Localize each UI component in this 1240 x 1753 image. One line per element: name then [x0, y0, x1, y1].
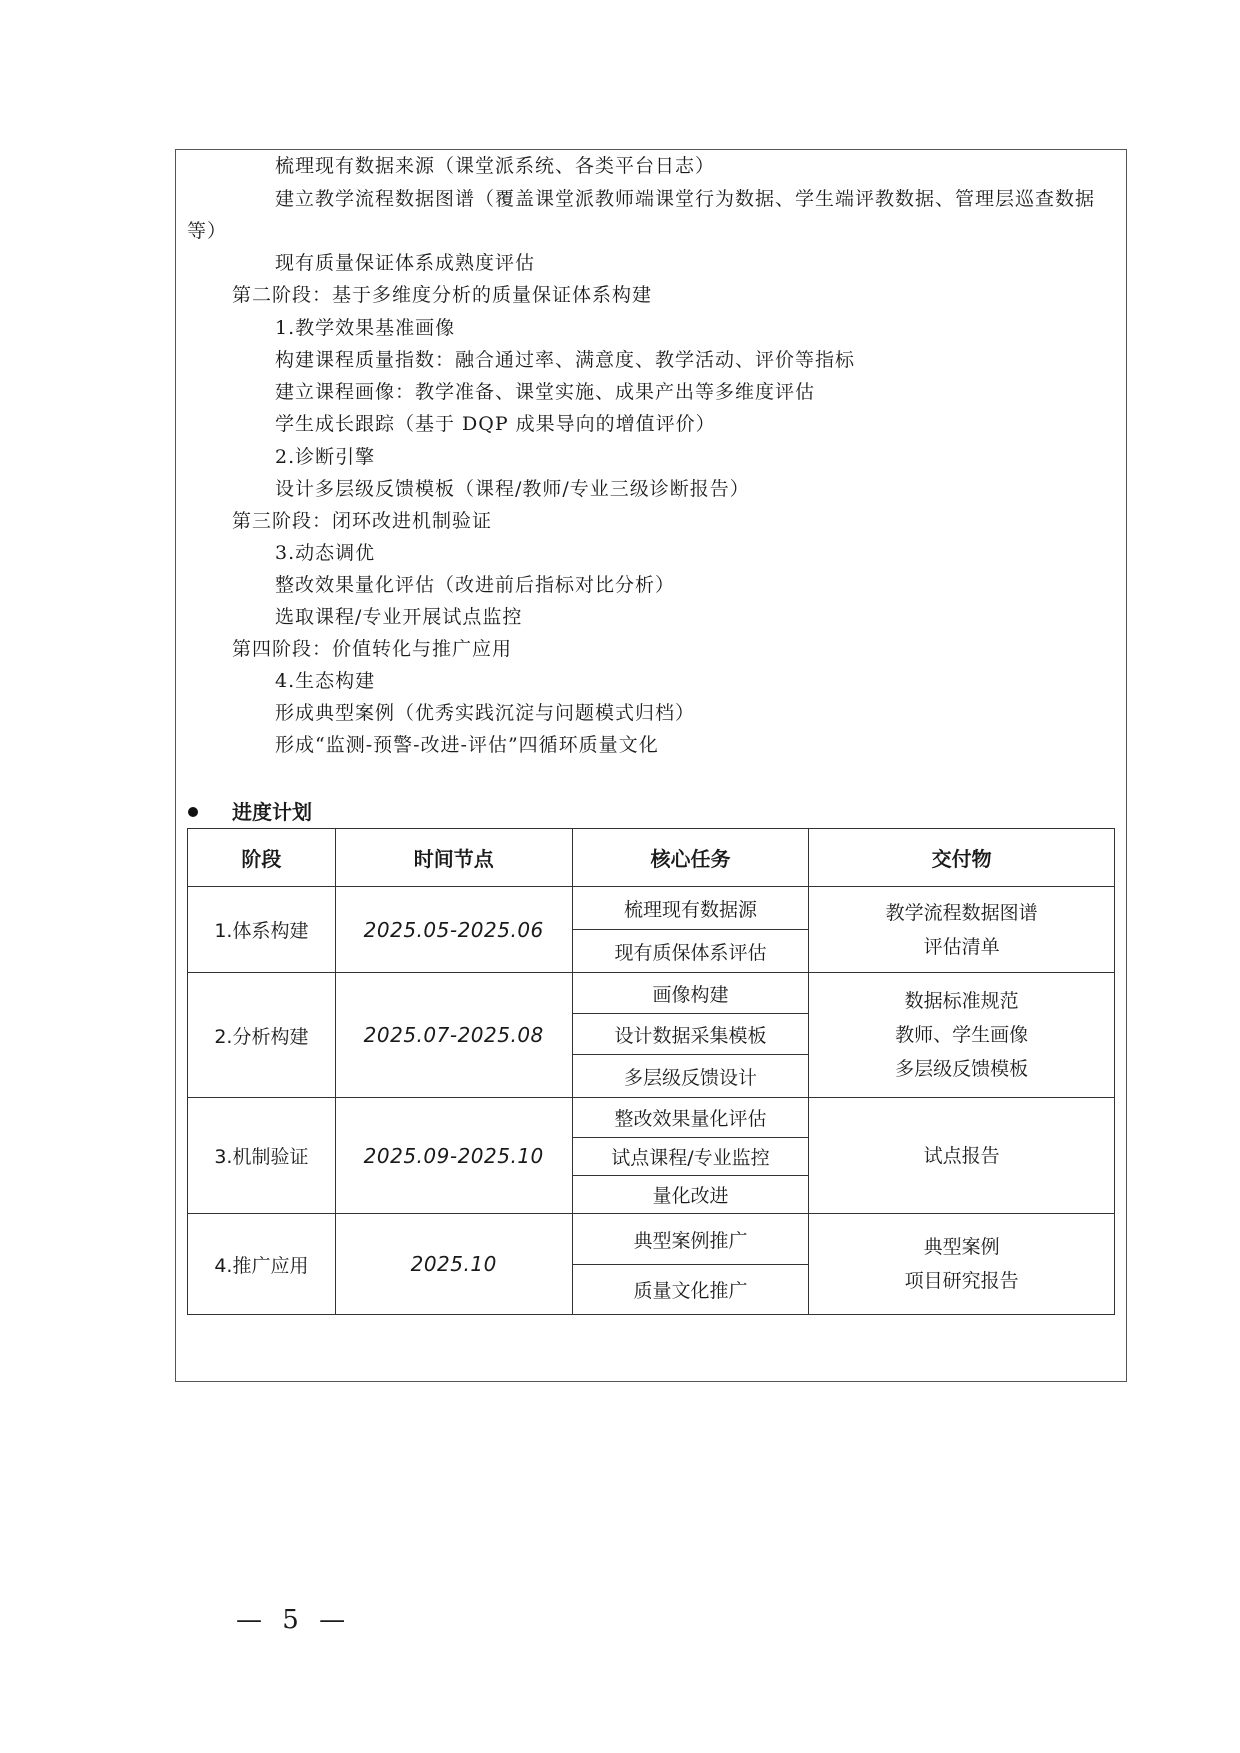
time-cell: 2025.09-2025.10 — [335, 1098, 572, 1214]
text-line: 构建课程质量指数：融合通过率、满意度、教学活动、评价等指标 — [275, 349, 856, 371]
table-row — [188, 1214, 1115, 1265]
schedule-table — [187, 828, 1115, 1315]
text-line: 形成“监测-预警-改进-评估”四循环质量文化 — [275, 734, 659, 756]
deliverable-cell — [809, 973, 1115, 1098]
task-cell: 试点课程/专业监控 — [572, 1138, 809, 1176]
deliverable-item: 试点报告 — [923, 1144, 1000, 1167]
time-cell: 2025.05-2025.06 — [335, 887, 572, 973]
text-line: 设计多层级反馈模板（课程/教师/专业三级诊断报告） — [275, 478, 750, 500]
stage-cell: 2.分析构建 — [188, 973, 336, 1098]
text-line: 形成典型案例（优秀实践沉淀与问题模式归档） — [275, 702, 696, 724]
task-cell: 量化改进 — [572, 1176, 809, 1214]
text-line: 梳理现有数据来源（课堂派系统、各类平台日志） — [275, 155, 716, 177]
text-line: 现有质量保证体系成熟度评估 — [275, 252, 536, 274]
page-number: — 5 — — [236, 1605, 352, 1635]
table-header-row — [188, 829, 1115, 887]
stage-heading: 第二阶段：基于多维度分析的质量保证体系构建 — [232, 284, 653, 306]
deliverable-item: 教学流程数据图谱 — [885, 901, 1038, 924]
stage-cell: 1.体系构建 — [188, 887, 336, 973]
deliverable-item: 项目研究报告 — [904, 1270, 1019, 1292]
time-cell: 2025.10 — [335, 1214, 572, 1315]
deliverable-cell — [809, 1214, 1115, 1315]
text-line: 3.动态调优 — [275, 542, 376, 564]
table-row — [188, 973, 1115, 1014]
header-time: 时间节点 — [335, 829, 572, 887]
deliverable-item: 多层级反馈模板 — [895, 1058, 1029, 1080]
table-row — [188, 887, 1115, 930]
stage-cell: 3.机制验证 — [188, 1098, 336, 1214]
text-line: 学生成长跟踪（基于 DQP 成果导向的增值评价） — [275, 413, 716, 435]
deliverable-item: 数据标准规范 — [904, 990, 1019, 1012]
stage-heading: 第四阶段：价值转化与推广应用 — [232, 638, 513, 660]
task-cell: 梳理现有数据源 — [572, 887, 809, 930]
task-cell: 现有质保体系评估 — [572, 930, 809, 973]
task-cell: 画像构建 — [572, 973, 809, 1014]
header-stage: 阶段 — [188, 829, 336, 887]
deliverable-item: 评估清单 — [923, 935, 1000, 958]
task-cell: 设计数据采集模板 — [572, 1014, 809, 1055]
section-title-text: 进度计划 — [232, 800, 312, 824]
header-deliverable: 交付物 — [809, 829, 1115, 887]
text-line: 4.生态构建 — [275, 670, 376, 692]
text-line-wrapped: 建立教学流程数据图谱（覆盖课堂派教师端课堂行为数据、学生端评教数据、管理层巡查数据等） — [187, 188, 1096, 242]
deliverable-item: 典型案例 — [923, 1236, 1000, 1258]
deliverable-item: 教师、学生画像 — [895, 1024, 1029, 1046]
header-task: 核心任务 — [572, 829, 809, 887]
text-line: 选取课程/专业开展试点监控 — [275, 606, 523, 628]
section-title — [188, 797, 312, 827]
deliverable-cell — [809, 887, 1115, 973]
text-line: 2.诊断引擎 — [275, 446, 376, 468]
table-row — [188, 1098, 1115, 1138]
text-line: 1.教学效果基准画像 — [275, 317, 456, 339]
task-cell: 多层级反馈设计 — [572, 1055, 809, 1098]
task-cell: 典型案例推广 — [572, 1214, 809, 1265]
deliverable-cell — [809, 1098, 1115, 1214]
time-cell: 2025.07-2025.08 — [335, 973, 572, 1098]
task-cell: 质量文化推广 — [572, 1265, 809, 1315]
bullet-icon — [188, 807, 198, 817]
text-line: 整改效果量化评估（改进前后指标对比分析） — [275, 574, 676, 596]
stage-cell: 4.推广应用 — [188, 1214, 336, 1315]
task-cell: 整改效果量化评估 — [572, 1098, 809, 1138]
stage-heading: 第三阶段：闭环改进机制验证 — [232, 510, 493, 532]
text-line: 建立课程画像：教学准备、课堂实施、成果产出等多维度评估 — [275, 381, 816, 403]
